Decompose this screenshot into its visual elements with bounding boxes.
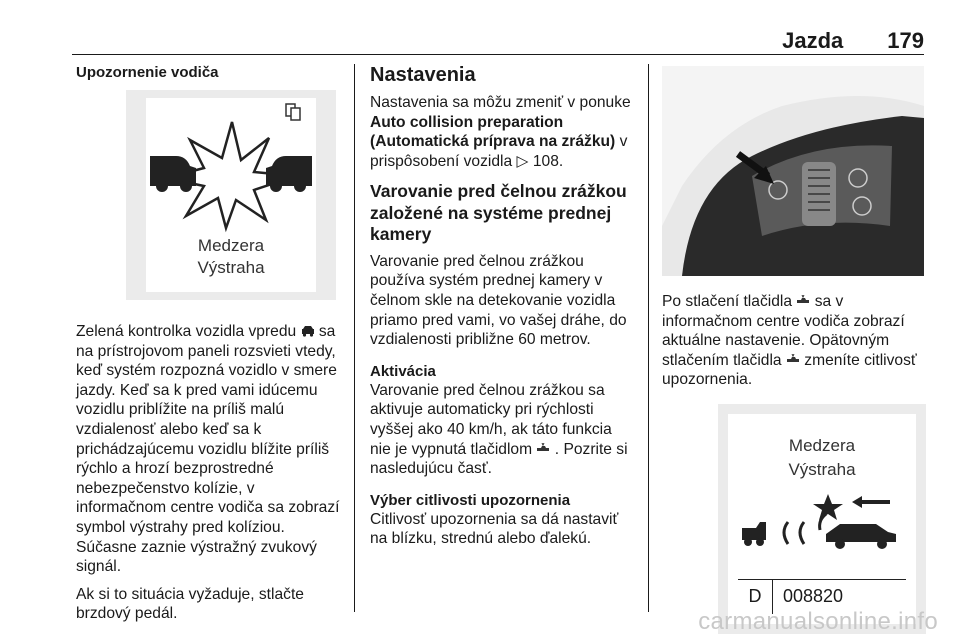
vehicle-ahead-icon [301, 325, 315, 337]
figure-label: Výstraha [788, 459, 856, 479]
text: Po stlačení tlačidla [662, 293, 793, 310]
column-divider [648, 64, 649, 612]
column-left [76, 64, 346, 624]
text: zmeníte citlivosť upozornenia. [662, 351, 917, 389]
figure-label: Medzera [788, 435, 856, 455]
text: v prispôsobení vozidla [370, 133, 628, 170]
text: . Pozrite si nasledujúcu časť. [370, 440, 628, 478]
header-divider [72, 54, 924, 55]
collision-button-icon [786, 354, 800, 366]
code-value: 008820 [783, 586, 844, 607]
menu-name: Auto collision preparation (Automatická príprava na zrážku) [370, 113, 616, 151]
paragraph [370, 381, 636, 479]
collision-warning-figure [126, 90, 336, 300]
paragraph: Varovanie pred čelnou zrážkou používa systém prednej kamery v čelnom skle na detekovanie vozidla priamo pred vami, vo vašej dráhe, do vzdialenosti približne 60 metrov. [370, 252, 627, 349]
figure-label: Výstraha [197, 258, 265, 277]
steering-wheel-figure [662, 66, 924, 276]
page-reference: 108. [532, 152, 564, 170]
column-right [662, 66, 930, 634]
collision-button-icon [536, 443, 550, 455]
section-heading: Upozornenie vodiča [76, 64, 219, 81]
section-heading: Nastavenia [370, 64, 476, 86]
text: Nastavenia sa môžu zmeniť v ponuke [370, 94, 631, 111]
sensitivity-display-figure [718, 404, 926, 634]
page-ref-icon: ▷ [516, 152, 529, 170]
paragraph [370, 93, 636, 171]
mini-heading: Výber citlivosti upozornenia [370, 491, 571, 509]
paragraph [76, 322, 346, 577]
paragraph: Ak si to situácia vyžaduje, stlačte brzdový pedál. [76, 585, 304, 623]
page-number: 179 [887, 28, 924, 53]
text: sa na prístrojovom paneli rozsvieti vtedy, keď systém rozpozná vozidlo v smere jazdy. Keď sa k pred vami idúcemu vozidlu priblížite na príliš malú vzdialenosť alebo keď sa k prichádzajúcemu vozidlu blížite príliš rýchlo a hrozí bezprostredné nebezpečenstvo kolízie, v informačnom centre vodiča sa zobrazí symbol výstrahy pred kolíziou. Súčasne zaznie výstražný zvukový signál. [76, 323, 340, 576]
column-divider [354, 64, 355, 612]
collision-button-icon [796, 295, 810, 307]
mini-heading: Aktivácia [370, 362, 436, 380]
paragraph: Citlivosť upozornenia sa dá nastaviť na blízku, strednú alebo ďalekú. [370, 510, 619, 548]
watermark: carmanualsonline.info [698, 608, 938, 635]
column-middle [370, 64, 636, 549]
page-header [782, 24, 924, 54]
text: Zelená kontrolka vozidla vpredu [76, 323, 297, 340]
figure-label: Medzera [197, 236, 265, 255]
distance-gap-icon [736, 490, 908, 552]
section-title: Jazda [782, 28, 844, 53]
code-letter: D [738, 580, 773, 614]
steering-wheel-icon [662, 66, 924, 276]
paragraph [662, 292, 930, 390]
text: Varovanie pred čelnou zrážkou sa aktivuje automaticky pri rýchlosti vyššej ako 40 km/h, ak táto funkcia nie je vypnutá tlačidlom [370, 381, 612, 458]
text: sa v informačnom centre vodiča zobrazí aktuálne nastavenie. Opätovným stlačením tlačidla [662, 293, 905, 369]
subsection-heading: Varovanie pred čelnou zrážkou založené na systéme prednej kamery [370, 181, 627, 245]
